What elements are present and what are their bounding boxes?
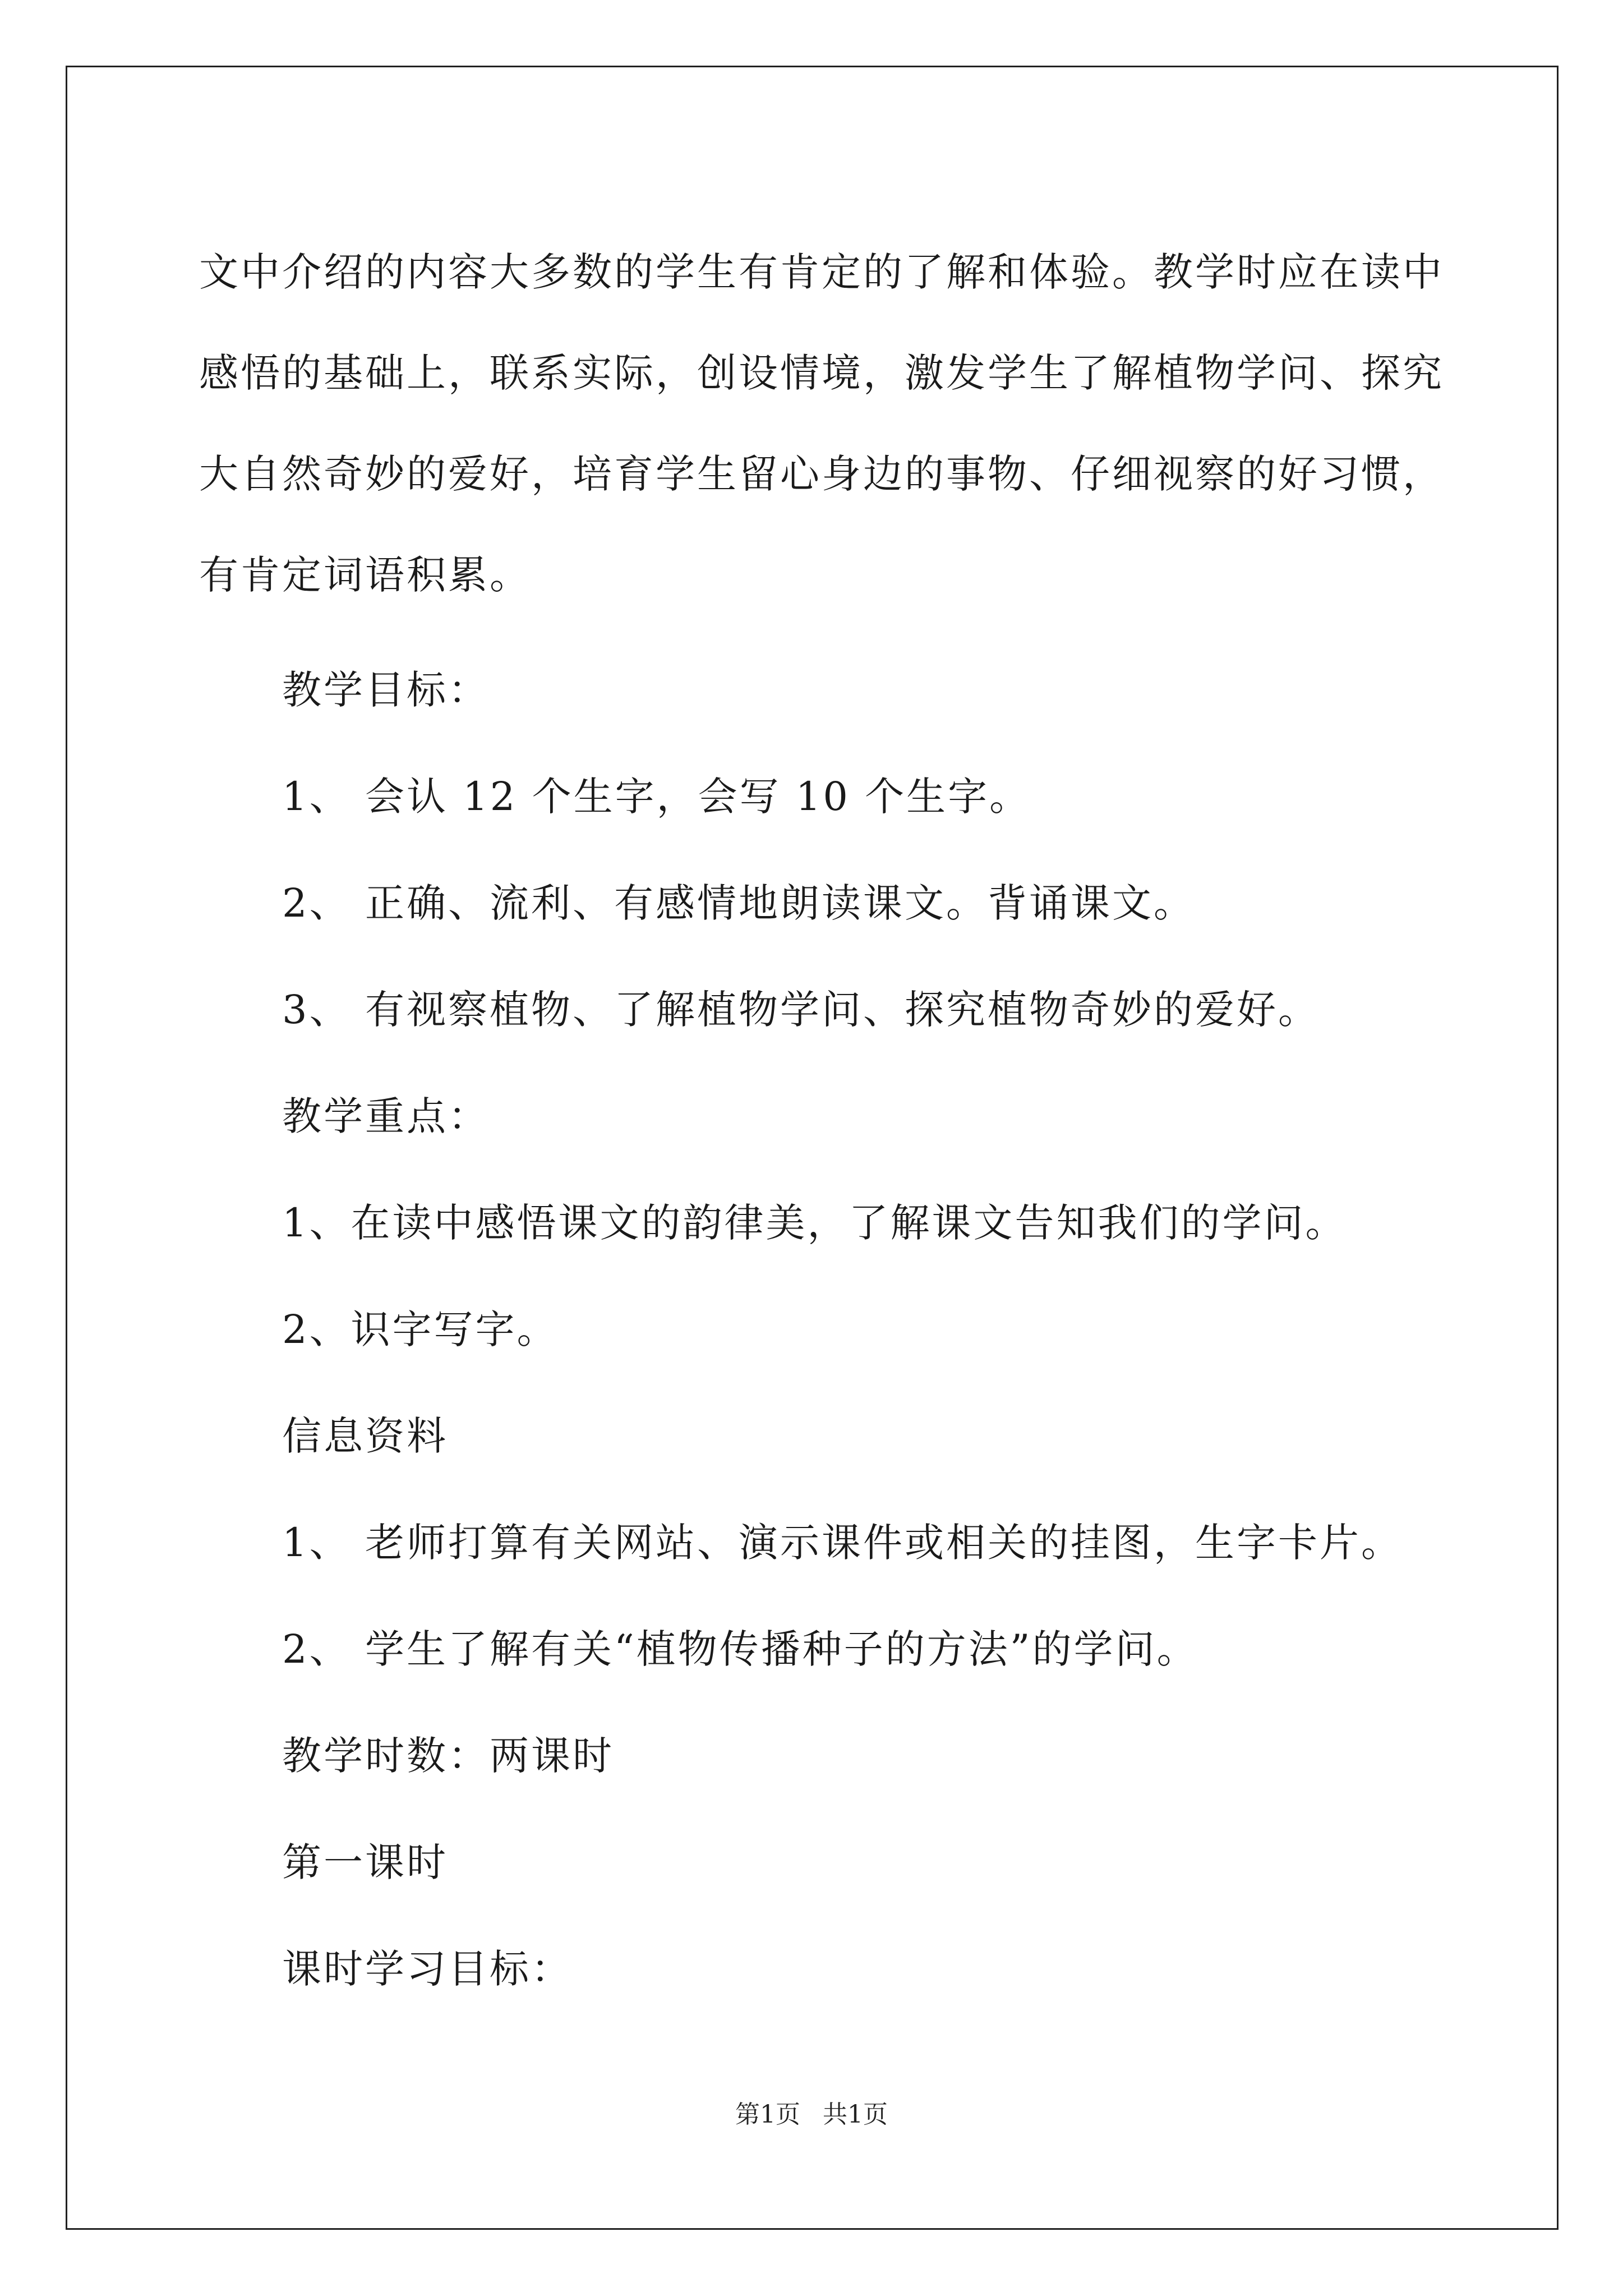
materials-heading: 信息资料 (282, 1413, 448, 1459)
key-point-item: 2、识字写字。 (282, 1306, 559, 1352)
intro-line: 大自然奇妙的爱好，培育学生留心身边的事物、仔细视察的好习惯， (199, 451, 1444, 497)
lesson-goals-heading: 课时学习目标： (282, 1946, 573, 1992)
goal-text: 会认 12 个生字，会写 10 个生字。 (365, 774, 1031, 820)
intro-line: 文中介绍的内容大多数的学生有肯定的了解和体验。教学时应在读中 (199, 249, 1444, 295)
goal-number: 1、 (282, 774, 351, 820)
page-number: 第1页 (735, 2100, 800, 2129)
material-item (199, 1489, 1433, 1596)
intro-line: 感悟的基础上，联系实际，创设情境，激发学生了解植物学问、探究 (199, 350, 1444, 396)
goal-text: 有视察植物、了解植物学问、探究植物奇妙的爱好。 (365, 987, 1320, 1033)
intro-line: 有肯定词语积累。 (199, 552, 531, 598)
goal-text: 正确、流利、有感情地朗读课文。背诵课文。 (365, 880, 1195, 926)
page-footer (0, 2098, 1623, 2132)
goal-number: 2、 (282, 880, 351, 926)
key-point-item: 1、在读中感悟课文的韵律美，了解课文告知我们的学问。 (282, 1200, 1347, 1246)
teaching-hours: 教学时数：两课时 (282, 1733, 614, 1779)
material-text: 老师打算有关网站、演示课件或相关的挂图，生字卡片。 (365, 1520, 1403, 1566)
key-points-heading: 教学重点： (282, 1093, 490, 1139)
goal-number: 3、 (282, 987, 351, 1033)
goal-item (199, 850, 1433, 956)
lesson-one-heading: 第一课时 (282, 1839, 448, 1885)
material-number: 1、 (282, 1520, 351, 1566)
material-text: 学生了解有关“植物传播种子的方法”的学问。 (365, 1626, 1198, 1672)
goal-item (199, 956, 1433, 1063)
material-item (199, 1596, 1433, 1703)
material-number: 2、 (282, 1626, 351, 1672)
page-total: 共1页 (823, 2100, 888, 2129)
document-body (199, 222, 1444, 2022)
goals-heading: 教学目标： (282, 667, 490, 713)
goal-item (199, 743, 1433, 850)
